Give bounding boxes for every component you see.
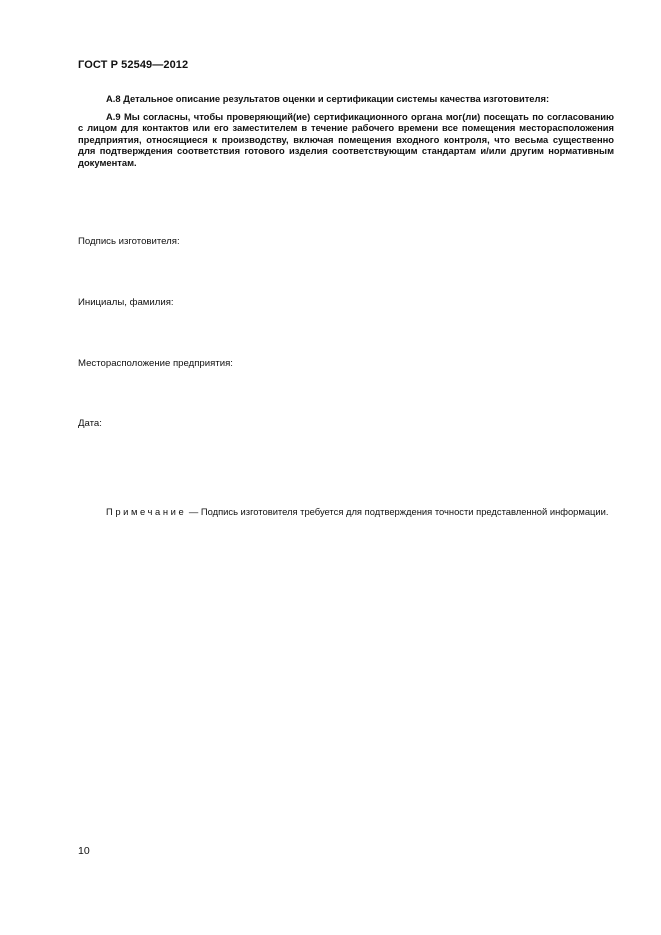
section-a9: А.9 Мы согласны, чтобы проверяющий(ие) сертификационного органа мог(ли) посещать по согласованию с лицом для контактов или его заместителем в течение рабочего времени все помещения месторасположения предприятия, относящиеся к производству, включая помещения входного контроля, что весьма существенно для подтверждения соответствия готового изделия соответствующим стандартам и/или другим нормативным документам. (78, 111, 614, 168)
note-text: — Подпись изготовителя требуется для подтверждения точности представленной информации. (186, 506, 609, 517)
date-field-label: Дата: (78, 418, 102, 429)
name-field-label: Инициалы, фамилия: (78, 297, 174, 308)
standard-designation: ГОСТ Р 52549—2012 (78, 59, 189, 71)
note-paragraph (78, 506, 614, 518)
note-title: Примечание (106, 506, 187, 517)
location-field-label: Месторасположение предприятия: (78, 358, 233, 369)
signature-field-label: Подпись изготовителя: (78, 236, 180, 247)
section-a8: А.8 Детальное описание результатов оценки и сертификации системы качества изготовителя: (106, 93, 550, 104)
page-number: 10 (78, 845, 90, 857)
